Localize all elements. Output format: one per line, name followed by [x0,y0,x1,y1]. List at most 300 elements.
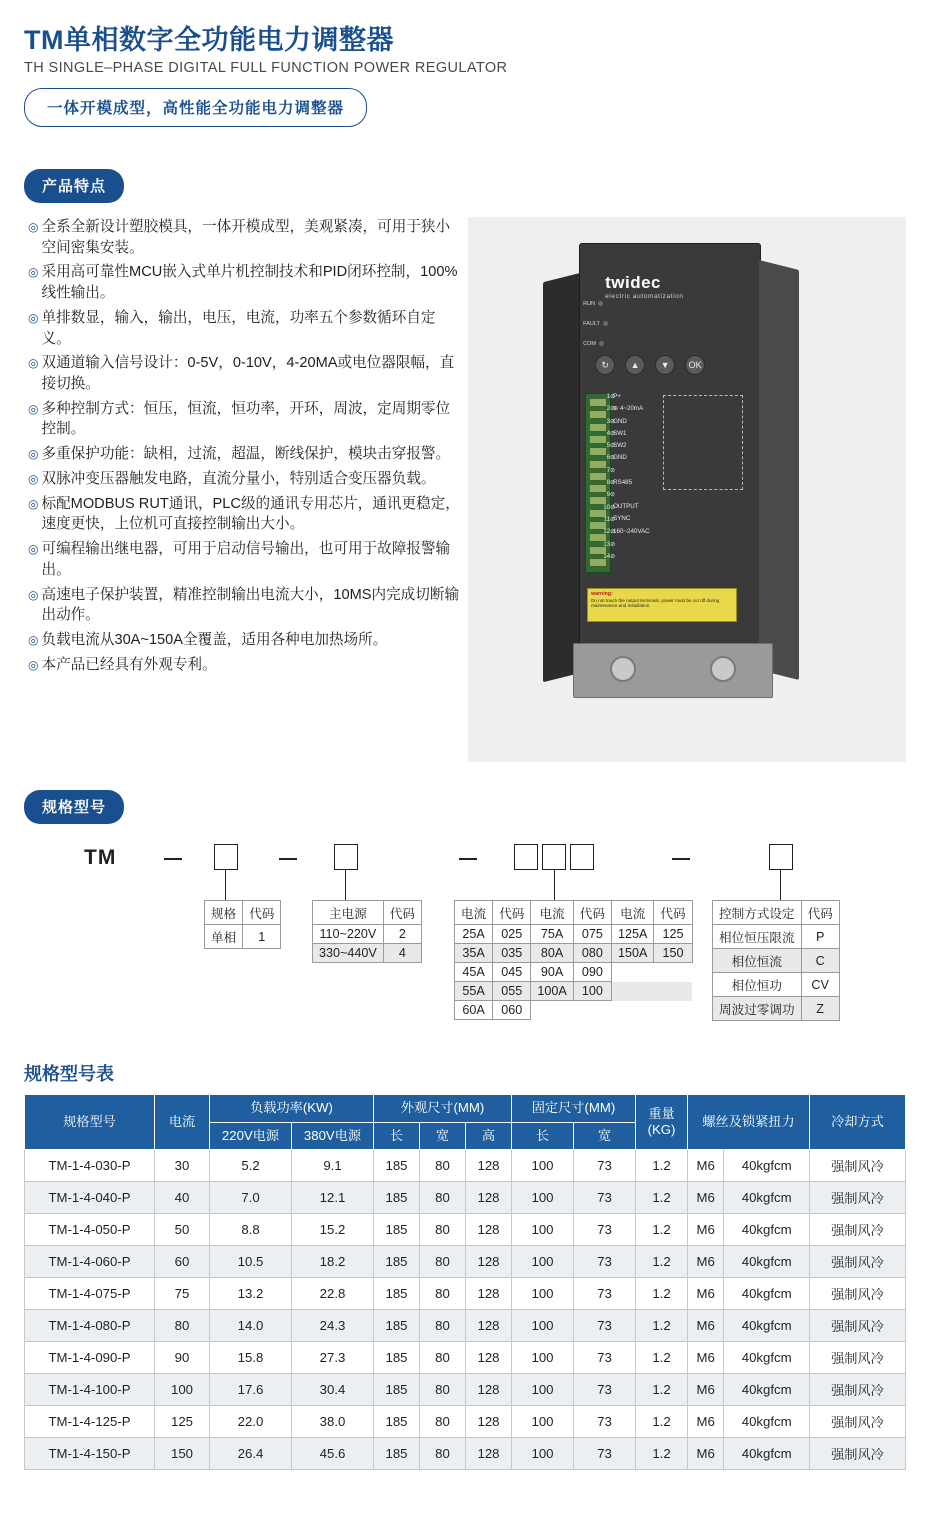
table-cell: 185 [374,1246,420,1278]
code-table-cell: 025 [493,925,531,944]
terminal-number: 12⊘ [603,529,616,536]
table-cell: TM-1-4-075-P [25,1278,155,1310]
table-cell: 15.8 [210,1342,292,1374]
table-cell: 150 [155,1438,210,1470]
table-cell: 128 [466,1182,512,1214]
table-cell: 18.2 [292,1246,374,1278]
terminal-number: 8⊘ [606,480,616,487]
table-cell: 1.2 [636,1150,688,1182]
device-button-ok[interactable]: OK [685,355,705,375]
spec-col-weight-label: 重量(KG) [647,1105,676,1137]
table-cell: 128 [466,1374,512,1406]
table-cell: 100 [512,1214,574,1246]
code-table-row [713,973,840,997]
table-cell: 13.2 [210,1278,292,1310]
led-run [583,301,603,307]
feature-text: 可编程输出继电器，可用于启动信号输出，也可用于故障报警输出。 [41,541,451,578]
table-cell: 100 [512,1342,574,1374]
terminal-number: 9⊘ [606,492,616,499]
spec-col-current: 电流 [155,1095,210,1150]
device-button-up[interactable]: ▲ [625,355,645,375]
terminal-number: 1⊘ [606,394,616,400]
bullet-icon: ◎ [28,542,39,557]
table-cell: 100 [512,1246,574,1278]
code-table-cell: 045 [493,963,531,982]
table-row [25,1214,906,1246]
table-cell: 185 [374,1182,420,1214]
table-cell: 17.6 [210,1374,292,1406]
led-run-label: RUN [583,301,596,307]
code-table-cell: 单相 [205,925,243,949]
spec-table-title: 规格型号表 [24,1064,114,1084]
led-fault-dot [603,321,608,326]
feature-item [28,539,460,580]
table-cell: 100 [512,1278,574,1310]
table-cell: M6 [688,1246,724,1278]
table-cell: TM-1-4-100-P [25,1374,155,1406]
table-cell: TM-1-4-060-P [25,1246,155,1278]
terminal-label: SW2 [613,442,627,450]
product-photo [468,217,906,762]
table-row [25,1150,906,1182]
table-cell: 80 [420,1278,466,1310]
spec-table-body [25,1150,906,1470]
model-box-current-1 [514,844,538,870]
table-cell: 128 [466,1342,512,1374]
code-table-header-cell: 规格 [205,901,243,925]
code-table-header-cell: 电流 [611,901,653,925]
feature-item [28,308,460,349]
table-cell: 185 [374,1374,420,1406]
table-cell: 45.6 [292,1438,374,1470]
table-cell: 40kgfcm [724,1246,810,1278]
feature-item [28,469,460,490]
code-table-cell: 150 [654,944,692,963]
code-table-cell: 150A [611,944,653,963]
code-table-row [455,925,693,944]
table-cell: 80 [420,1310,466,1342]
leader-spec [225,870,226,900]
table-cell: 185 [374,1310,420,1342]
feature-text: 负载电流从30A~150A全覆盖，适用各种电加热场所。 [41,631,388,648]
table-cell: 73 [574,1214,636,1246]
table-cell: 38.0 [292,1406,374,1438]
table-cell: 73 [574,1374,636,1406]
terminal-number: 6⊘ [606,455,616,462]
code-table-control [712,900,840,1021]
model-code-diagram [24,844,906,1044]
table-cell: 50 [155,1214,210,1246]
code-table-header-cell: 代码 [243,901,281,925]
base-screw-left [610,656,636,682]
table-cell: 100 [512,1182,574,1214]
table-cell: 40 [155,1182,210,1214]
terminal-label: P+ [613,393,621,400]
table-cell: 128 [466,1406,512,1438]
feature-item [28,494,460,535]
table-cell: M6 [688,1406,724,1438]
code-table-header-cell: 代码 [493,901,531,925]
bullet-icon: ◎ [28,220,39,234]
table-cell: 1.2 [636,1438,688,1470]
device-illustration [543,243,818,713]
terminal-label: 160~240VAC [613,527,650,535]
model-box-spec [214,844,238,870]
table-cell: 强制风冷 [810,1406,906,1438]
table-cell: 1.2 [636,1246,688,1278]
table-cell: 40kgfcm [724,1438,810,1470]
spec-header-row-1 [25,1095,906,1123]
terminal-label: SW1 [613,429,627,437]
table-cell: 10.5 [210,1246,292,1278]
table-cell: 1.2 [636,1310,688,1342]
table-cell: 30.4 [292,1374,374,1406]
code-table-row [455,1001,693,1020]
spec-col-fix-group: 固定尺寸(MM) [512,1095,636,1123]
table-cell: M6 [688,1310,724,1342]
table-cell: 128 [466,1150,512,1182]
code-table-cell: 周波过零调功 [713,997,802,1021]
table-cell: 80 [420,1438,466,1470]
terminal-label: GND [613,417,627,425]
feature-text: 单排数显，输入，输出，电压，电流，功率五个参数循环自定义。 [41,309,436,347]
device-button-down[interactable]: ▼ [655,355,675,375]
code-table-row [455,963,693,982]
page-subtitle-en: TH SINGLE–PHASE DIGITAL FULL FUNCTION POWER REGULATOR [24,60,508,76]
table-cell: 强制风冷 [810,1150,906,1182]
code-table-cell: 45A [455,963,493,982]
table-cell: 100 [155,1374,210,1406]
model-box-current-3 [570,844,594,870]
spec-table-head [25,1095,906,1150]
code-table-header-cell: 代码 [801,901,839,925]
bullet-icon: ◎ [28,265,39,280]
code-table-row [713,925,840,949]
code-table-header-cell: 电流 [531,901,573,925]
table-cell: M6 [688,1150,724,1182]
table-cell: 12.1 [292,1182,374,1214]
code-table-header-row [205,901,281,925]
led-com-label: COM [583,341,596,347]
code-table-cell [654,982,692,1001]
device-brand-label: twidec [605,273,661,292]
warning-label [587,588,737,622]
terminal-number: 2⊘ [606,406,616,413]
terminal-number: 7⊘ [606,467,616,474]
code-table-row [313,925,422,944]
bullet-icon: ◎ [28,632,39,647]
terminal-label: ⊕ 4~20mA [613,405,644,413]
code-table-cell: 100A [531,982,573,1001]
table-cell: 14.0 [210,1310,292,1342]
table-cell: 强制风冷 [810,1438,906,1470]
code-table-cell: 035 [493,944,531,963]
bullet-icon: ◎ [28,356,39,371]
table-cell: 26.4 [210,1438,292,1470]
bullet-icon: ◎ [28,496,39,511]
table-cell: 40kgfcm [724,1182,810,1214]
spec-col-cooling: 冷却方式 [810,1095,906,1150]
table-cell: 80 [420,1182,466,1214]
model-dash-4 [672,858,690,860]
table-cell: 128 [466,1438,512,1470]
terminal-label-column [613,391,650,538]
code-table-cell: 330~440V [313,944,384,963]
table-cell: 75 [155,1278,210,1310]
terminal-number: 11⊘ [603,516,616,523]
table-cell: 73 [574,1246,636,1278]
table-cell: 40kgfcm [724,1374,810,1406]
model-box-power [334,844,358,870]
terminal-number: 14⊘ [603,553,616,560]
spec-col-outer-w: 宽 [420,1122,466,1150]
table-cell: 185 [374,1278,420,1310]
table-cell: 强制风冷 [810,1278,906,1310]
code-table-row [455,982,693,1001]
table-cell: 80 [420,1214,466,1246]
table-cell: 128 [466,1214,512,1246]
table-cell: 1.2 [636,1342,688,1374]
model-dash-2 [279,858,297,860]
page-title: TM单相数字全功能电力调整器 [24,25,394,55]
table-cell: 强制风冷 [810,1214,906,1246]
table-cell: 1.2 [636,1406,688,1438]
table-cell: M6 [688,1374,724,1406]
code-table-cell [654,1001,692,1020]
table-row [25,1438,906,1470]
features-and-image [24,217,906,762]
table-cell: 100 [512,1374,574,1406]
led-run-dot [598,301,603,306]
code-table-cell: 相位恒压限流 [713,925,802,949]
code-table-row [313,944,422,963]
feature-item [28,262,460,303]
table-cell: 80 [420,1150,466,1182]
feature-item [28,585,460,626]
table-cell: 73 [574,1310,636,1342]
slogan-badge: 一体开模成型，高性能全功能电力调整器 [24,88,367,127]
base-screw-right [710,656,736,682]
table-cell: 强制风冷 [810,1342,906,1374]
feature-text: 本产品已经具有外观专利。 [41,656,217,673]
spec-col-outer-h: 高 [466,1122,512,1150]
led-fault-label: FAULT [583,321,600,327]
code-table-row [455,944,693,963]
table-cell: 185 [374,1214,420,1246]
device-right-side [759,260,799,680]
table-cell: 强制风冷 [810,1374,906,1406]
bullet-icon: ◎ [28,401,39,416]
spec-col-fix-l: 长 [512,1122,574,1150]
code-table-power [312,900,422,963]
table-cell: 128 [466,1310,512,1342]
spec-col-power-380: 380V电源 [292,1122,374,1150]
table-cell: 22.0 [210,1406,292,1438]
section-tag-features: 产品特点 [24,169,124,203]
terminal-number: 13⊘ [603,541,616,548]
table-row [25,1182,906,1214]
bullet-icon: ◎ [28,657,39,672]
table-cell: 80 [420,1374,466,1406]
table-cell: 185 [374,1406,420,1438]
table-cell: 40kgfcm [724,1342,810,1374]
feature-item [28,217,460,258]
leader-current [554,870,555,900]
wiring-diagram-box [663,395,743,490]
code-table-header-cell: 代码 [573,901,611,925]
feature-text: 多种控制方式：恒压，恒流，恒功率，开环，周波，定周期零位控制。 [41,400,451,438]
code-table-cell: 相位恒功 [713,973,802,997]
code-table-header-cell: 电流 [455,901,493,925]
table-cell: 1.2 [636,1374,688,1406]
model-dash-3 [459,858,477,860]
warning-text: Do not touch the output terminals, power must be cut off during maintenance and installation [591,597,720,609]
table-cell: M6 [688,1182,724,1214]
code-table-cell: 2 [383,925,421,944]
table-cell: 100 [512,1310,574,1342]
code-table-cell [573,1001,611,1020]
table-cell: 185 [374,1150,420,1182]
code-table-cell: 25A [455,925,493,944]
code-table-spec [204,900,281,949]
model-box-control [769,844,793,870]
feature-text: 标配MODBUS RUT通讯，PLC级的通讯专用芯片，通讯更稳定，速度更快，上位机可直接控制输出大小。 [41,495,460,533]
terminal-number: 3⊘ [606,418,616,425]
features-tag-row [24,169,906,203]
table-cell: 100 [512,1406,574,1438]
code-table-current [454,900,693,1020]
table-cell: 128 [466,1278,512,1310]
terminal-label: SYNC [613,515,631,523]
table-cell: TM-1-4-040-P [25,1182,155,1214]
table-cell: M6 [688,1342,724,1374]
table-cell: 73 [574,1182,636,1214]
code-table-cell: 125A [611,925,653,944]
feature-item [28,444,460,465]
code-table-cell: 75A [531,925,573,944]
spec-col-fix-w: 宽 [574,1122,636,1150]
table-cell: 80 [155,1310,210,1342]
code-table-cell: 110~220V [313,925,384,944]
table-cell: 1.2 [636,1214,688,1246]
terminal-label: RS485 [613,478,633,486]
model-dash-1 [164,858,182,860]
table-cell: 73 [574,1278,636,1310]
terminal-label: OUTPUT [613,503,639,511]
table-cell: 7.0 [210,1182,292,1214]
code-table-cell: 060 [493,1001,531,1020]
table-cell: 1.2 [636,1182,688,1214]
table-cell: 强制风冷 [810,1310,906,1342]
table-cell: 90 [155,1342,210,1374]
feature-item [28,655,460,676]
code-table-cell: CV [801,973,839,997]
code-table-cell: 80A [531,944,573,963]
table-row [25,1310,906,1342]
terminal-label: GND [613,454,627,462]
table-cell: 40kgfcm [724,1214,810,1246]
table-cell: 100 [512,1438,574,1470]
terminal-number: 10⊘ [603,504,616,511]
code-table-cell: 100 [573,982,611,1001]
table-cell: 80 [420,1406,466,1438]
code-table-row [205,925,281,949]
feature-item [28,630,460,651]
code-table-cell: 1 [243,925,281,949]
leader-power [345,870,346,900]
code-table-cell: 090 [573,963,611,982]
table-cell: 60 [155,1246,210,1278]
feature-text: 采用高可靠性MCU嵌入式单片机控制技术和PID闭环控制，100%线性输出。 [41,264,458,302]
feature-text: 高速电子保护装置，精准控制输出电流大小，10MS内完成切断输出动作。 [41,586,460,624]
table-cell: 9.1 [292,1150,374,1182]
code-table-header-cell: 控制方式设定 [713,901,802,925]
table-cell: TM-1-4-080-P [25,1310,155,1342]
table-cell: 125 [155,1406,210,1438]
table-cell: 40kgfcm [724,1406,810,1438]
feature-text: 全系全新设计塑胶模具，一体开模成型，美观紧凑，可用于狭小空间密集安装。 [41,219,451,256]
section-tag-model: 规格型号 [24,790,124,824]
table-cell: 73 [574,1342,636,1374]
spec-col-power-220: 220V电源 [210,1122,292,1150]
code-table-header-row [313,901,422,925]
spec-col-outer-group: 外观尺寸(MM) [374,1095,512,1123]
led-com-dot [599,341,604,346]
code-table-cell: 4 [383,944,421,963]
table-row [25,1246,906,1278]
model-box-current-2 [542,844,566,870]
terminal-number: 4⊘ [606,430,616,437]
table-cell: M6 [688,1214,724,1246]
table-cell: 128 [466,1246,512,1278]
leader-control [780,870,781,900]
code-table-cell [611,963,653,982]
table-cell: 22.8 [292,1278,374,1310]
table-cell: TM-1-4-050-P [25,1214,155,1246]
feature-item [28,399,460,440]
device-button-reset[interactable]: ↻ [595,355,615,375]
bullet-icon: ◎ [28,471,39,486]
spec-col-screw-group: 螺丝及锁紧扭力 [688,1095,810,1150]
table-cell: TM-1-4-090-P [25,1342,155,1374]
model-tag-row [24,790,906,824]
table-cell: 27.3 [292,1342,374,1374]
device-brand-sub-label: electric automatization [605,293,684,300]
code-table-cell: 90A [531,963,573,982]
code-table-header-row [713,901,840,925]
feature-list [24,217,460,762]
table-cell: 40kgfcm [724,1310,810,1342]
feature-text: 双通道输入信号设计：0-5V，0-10V，4-20MA或电位器限幅，直接切换。 [41,355,455,393]
table-cell: 强制风冷 [810,1246,906,1278]
table-cell: TM-1-4-030-P [25,1150,155,1182]
led-com [583,341,604,347]
table-cell: M6 [688,1438,724,1470]
table-cell: 185 [374,1342,420,1374]
code-table-cell: C [801,949,839,973]
table-cell: 80 [420,1342,466,1374]
spec-col-power-group: 负载功率(KW) [210,1095,374,1123]
code-table-cell: 相位恒流 [713,949,802,973]
spec-table [24,1094,906,1470]
code-table-cell: 60A [455,1001,493,1020]
table-cell: 73 [574,1438,636,1470]
table-cell: M6 [688,1278,724,1310]
code-table-cell: P [801,925,839,949]
code-table-cell [611,982,653,1001]
table-cell: 15.2 [292,1214,374,1246]
code-table-header-cell: 主电源 [313,901,384,925]
